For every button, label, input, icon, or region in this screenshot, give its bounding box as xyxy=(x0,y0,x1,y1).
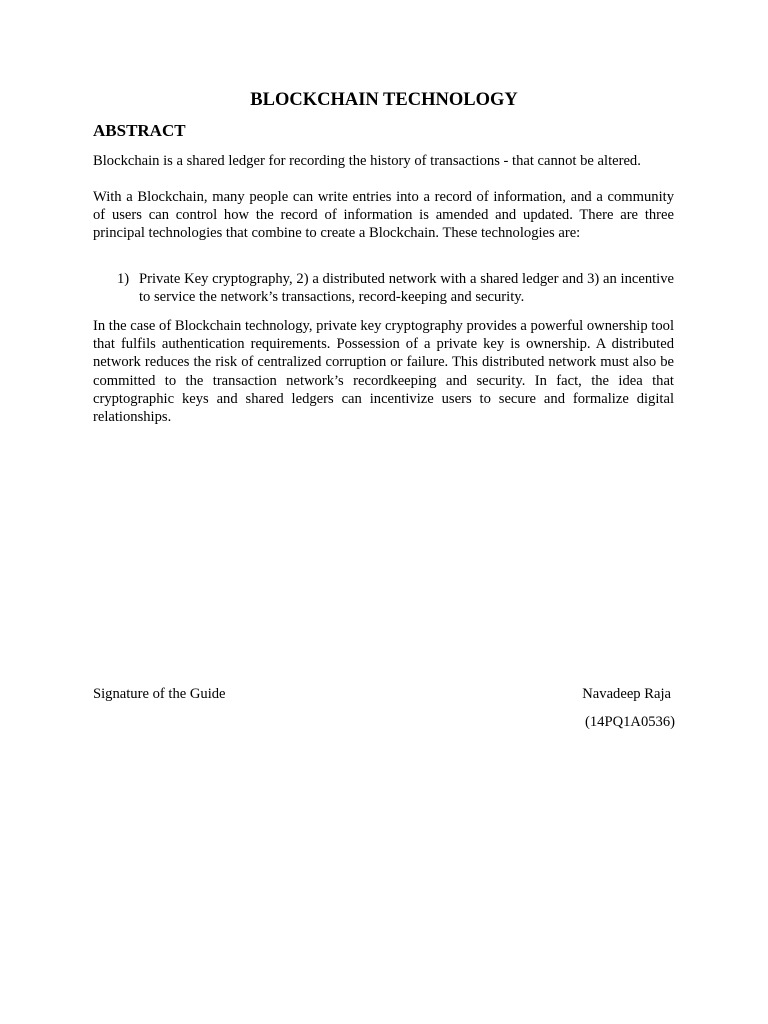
list-item xyxy=(93,270,674,306)
student-id: (14PQ1A0536) xyxy=(585,714,675,730)
abstract-paragraph-3: In the case of Blockchain technology, private key cryptography provides a powerful ownership tool that fulfils authentication requirements. Possession of a private key is ownership. A distributed network reduces the risk of centralized corruption or failure. This distributed network must also be committed to the transaction network’s recordkeeping and security. In fact, the idea that cryptographic keys and shared ledgers can incentivize users to secure and formalize digital relationships. xyxy=(93,318,675,426)
abstract-paragraph-2: With a Blockchain, many people can write entries into a record of information, and a community of users can control how the record of information is amended and updated. There are three principal technologies that combine to create a Blockchain. These technologies are: xyxy=(93,189,674,242)
student-name: Navadeep Raja xyxy=(582,686,671,702)
guide-signature-label: Signature of the Guide xyxy=(93,686,226,702)
abstract-paragraph-1: Blockchain is a shared ledger for recording the history of transactions - that cannot be altered. xyxy=(93,153,641,169)
list-item-text: Private Key cryptography, 2) a distributed network with a shared ledger and 3) an incentive to service the network’s transactions, record-keeping and security. xyxy=(139,271,674,306)
technologies-list xyxy=(93,270,674,306)
section-heading-abstract: ABSTRACT xyxy=(93,121,186,140)
list-item-marker: 1) xyxy=(117,271,130,287)
document-title: BLOCKCHAIN TECHNOLOGY xyxy=(250,90,518,110)
